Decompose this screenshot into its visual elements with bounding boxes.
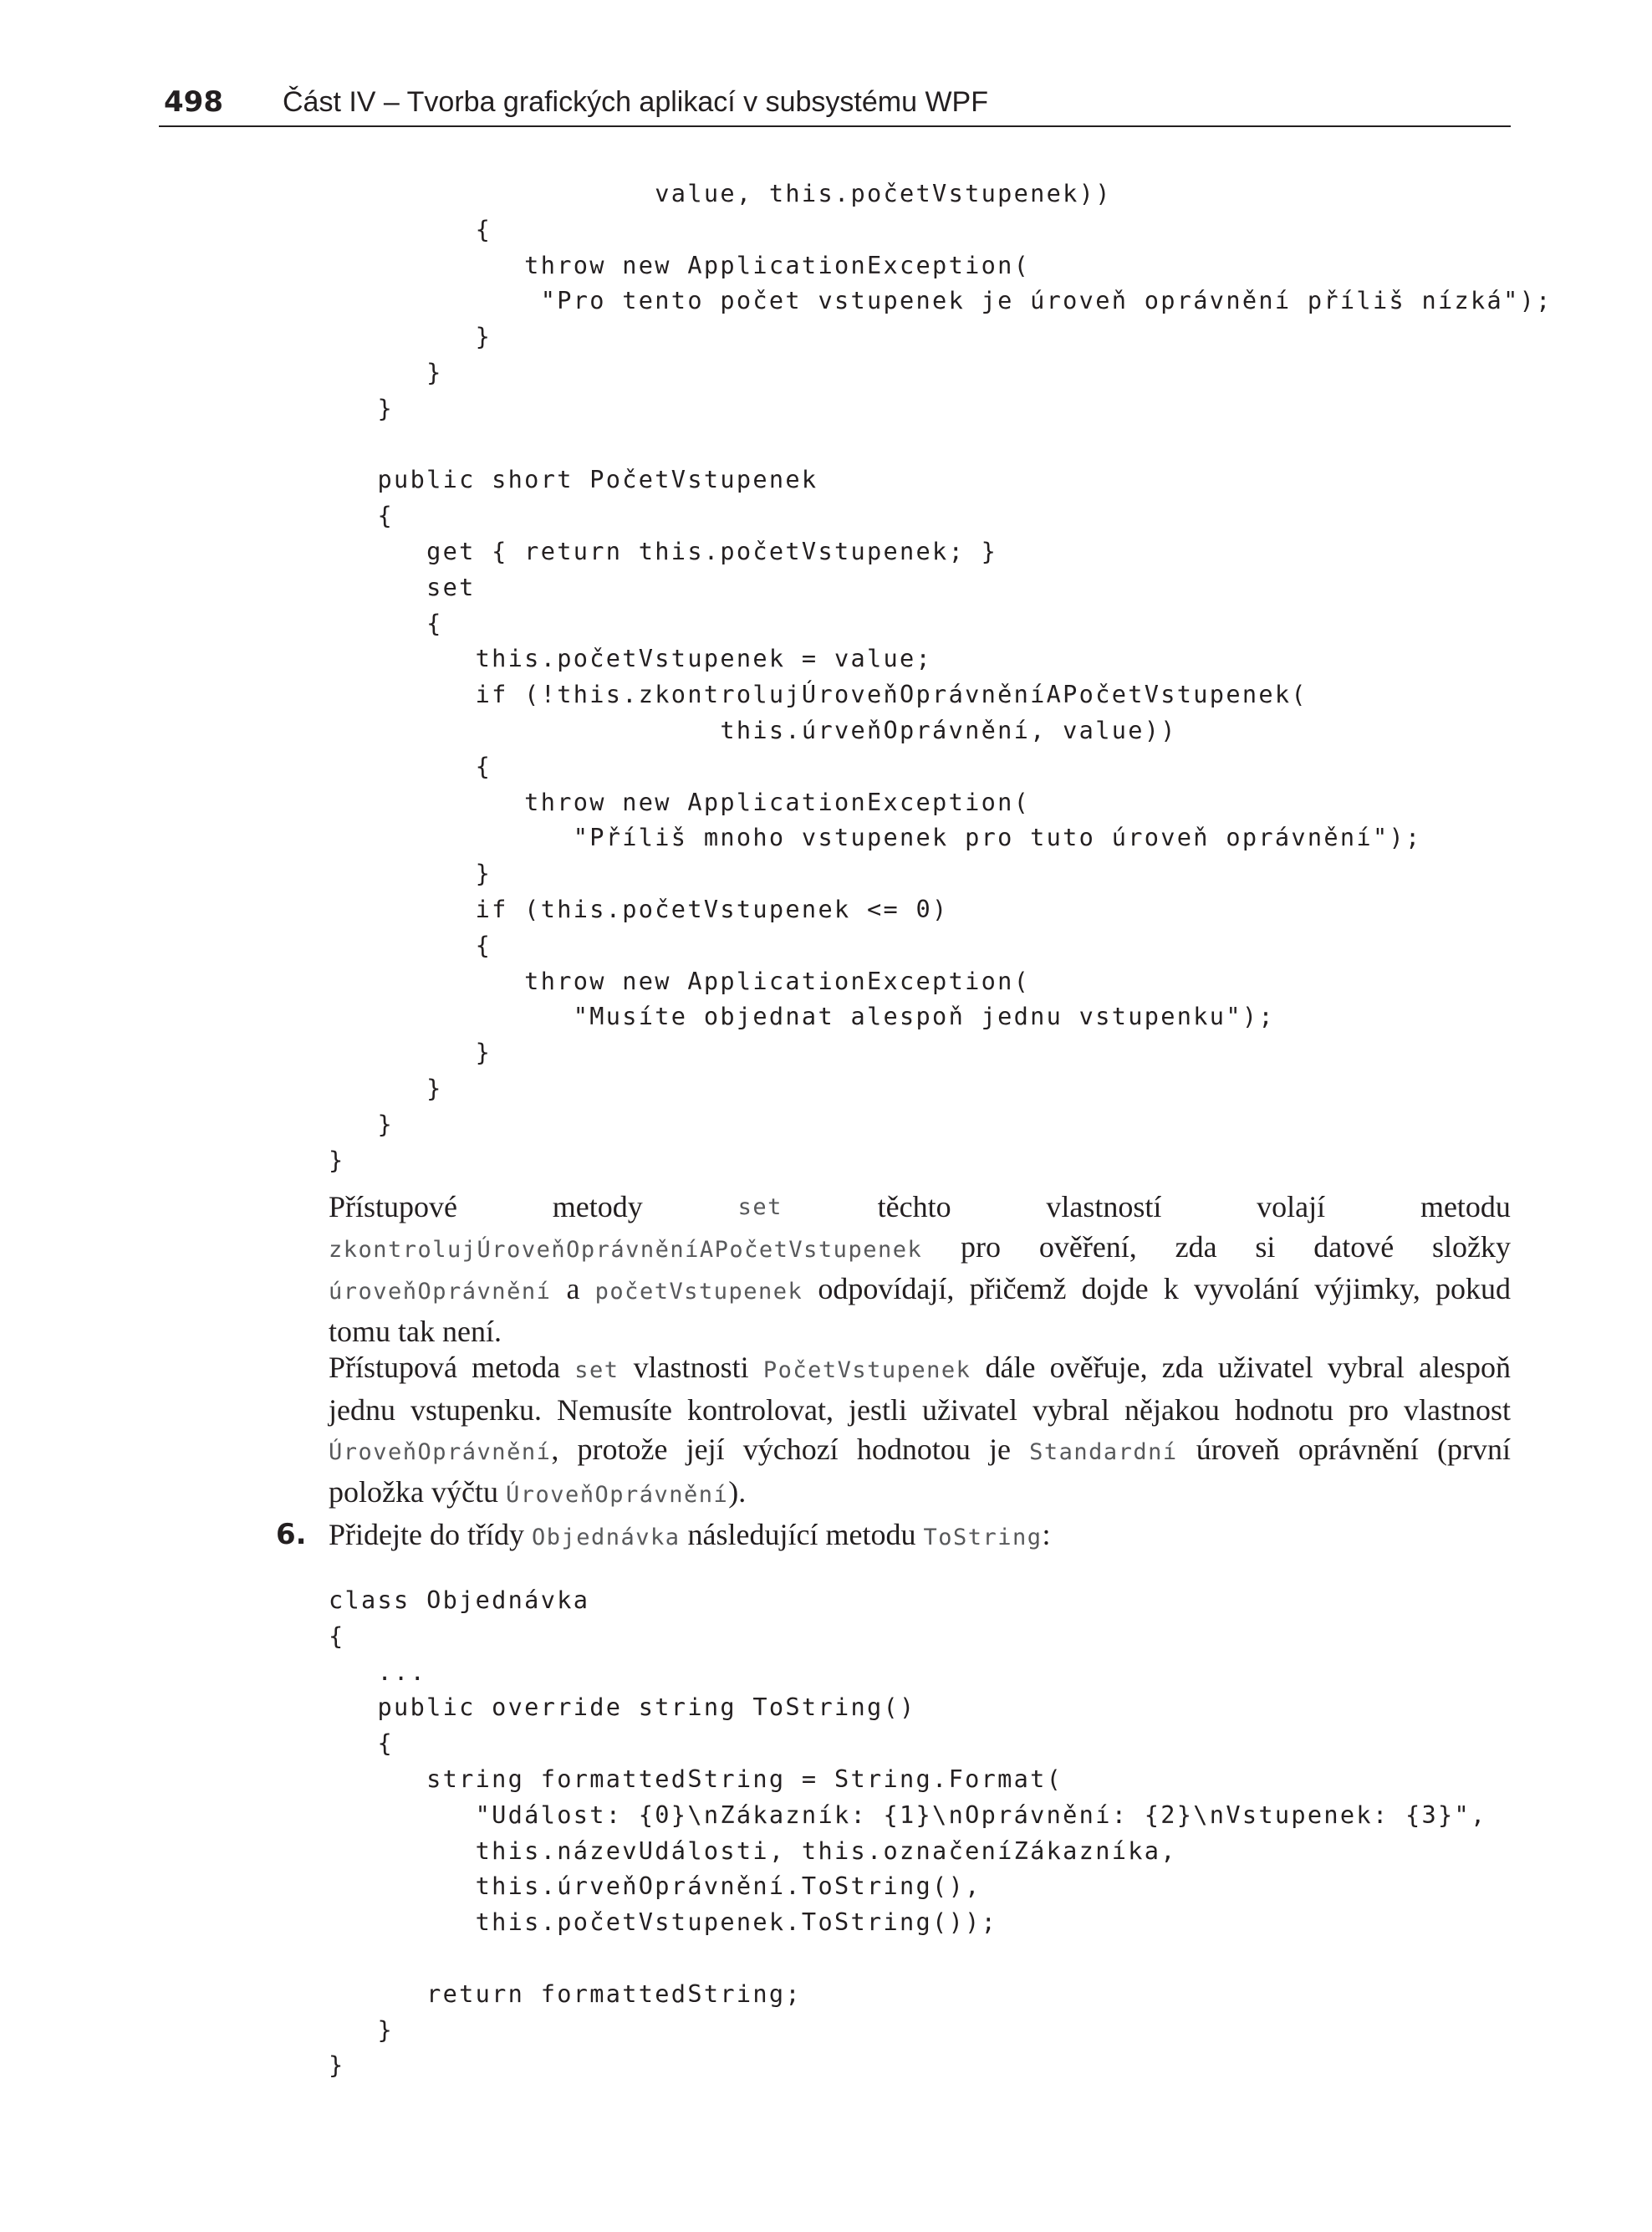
code-line: }	[329, 1038, 492, 1067]
code-line: }	[329, 859, 492, 888]
code-line: string formattedString = String.Format(	[329, 1764, 1063, 1793]
inline-code-field: početVstupenek	[594, 1279, 803, 1305]
code-line: }	[329, 1073, 443, 1102]
text-run: ).	[728, 1474, 747, 1509]
word: metodu	[1420, 1190, 1511, 1223]
code-line: this.početVstupenek.ToString());	[329, 1908, 998, 1937]
code-line: }	[329, 393, 395, 422]
paragraph-setter-description	[329, 1188, 1511, 1351]
word: vlastností	[1046, 1190, 1162, 1223]
inline-code-method: zkontrolujÚroveňOprávněníAPočetVstupenek	[329, 1236, 923, 1263]
word: metody	[552, 1190, 643, 1223]
code-line: {	[329, 1621, 345, 1650]
code-line: this.názevUdálosti, this.označeníZákazníka,	[329, 1836, 1177, 1865]
inline-code-property: PočetVstupenek	[762, 1357, 971, 1383]
text-run: vlastnosti	[619, 1351, 763, 1384]
code-line: }	[329, 322, 492, 351]
code-line: "Příliš mnoho vstupenek pro tuto úroveň oprávnění");	[329, 823, 1422, 852]
inline-code-class: Objednávka	[531, 1525, 681, 1550]
code-line: "Událost: {0}\nZákazník: {1}\nOprávnění: {2}\nVstupenek: {3}",	[329, 1800, 1487, 1829]
code-block-property-setter	[329, 176, 1553, 1177]
inline-code-field: úroveňOprávnění	[329, 1279, 552, 1305]
code-line	[329, 1940, 1487, 1976]
text-run: Přidejte do třídy	[329, 1518, 532, 1551]
code-line: {	[329, 930, 492, 959]
inline-code-property: ÚroveňOprávnění	[329, 1439, 552, 1465]
text-run: :	[1042, 1518, 1051, 1551]
code-line: "Musíte objednat alespoň jednu vstupenku");	[329, 1002, 1275, 1031]
code-line: }	[329, 2051, 345, 2080]
code-block-tostring	[329, 1582, 1487, 2083]
inline-code-enum: ÚroveňOprávnění	[505, 1481, 729, 1508]
inline-code-value: Standardní	[1029, 1439, 1178, 1465]
code-line: class Objednávka	[329, 1586, 590, 1614]
text-run: úroveň oprávnění (první položka výčtu	[329, 1433, 1511, 1509]
text-run: odpovídají, přičemž dojde k vyvolání výjimky, pokud tomu tak není.	[329, 1272, 1511, 1348]
code-line: "Pro tento počet vstupenek je úroveň oprávnění příliš nízká");	[329, 286, 1553, 315]
code-line: }	[329, 1109, 395, 1138]
code-line: {	[329, 1729, 395, 1758]
code-line: throw new ApplicationException(	[329, 787, 1031, 816]
inline-code-set: set	[574, 1357, 620, 1383]
page-number: 498	[164, 85, 223, 119]
text-run: , protože její výchozí hodnotou je	[551, 1433, 1030, 1466]
inline-code-method: ToString	[923, 1525, 1043, 1550]
inline-code-set: set	[737, 1194, 783, 1220]
word: těchto	[877, 1190, 951, 1223]
code-line: throw new ApplicationException(	[329, 966, 1031, 995]
word: Přístupové	[329, 1190, 458, 1223]
word: volají	[1257, 1190, 1326, 1223]
code-line: }	[329, 357, 443, 386]
code-line	[329, 426, 1553, 462]
code-line: set	[329, 572, 476, 601]
text-run: Přístupová metoda	[329, 1351, 575, 1384]
text-run: následující metodu	[680, 1518, 924, 1551]
code-line: value, this.početVstupenek))	[329, 179, 1112, 207]
code-line: this.početVstupenek = value;	[329, 644, 933, 673]
code-line: return formattedString;	[329, 1979, 802, 2008]
code-line: }	[329, 1145, 345, 1174]
code-line: {	[329, 751, 492, 780]
code-line: public override string ToString()	[329, 1693, 916, 1722]
text-run: pro ověření, zda si datové složky	[922, 1229, 1511, 1264]
running-title: Část IV – Tvorba grafických aplikací v subsystému WPF	[283, 86, 988, 118]
paragraph-setter-validation	[329, 1348, 1511, 1514]
page-header	[159, 84, 1511, 127]
text-run: dále ověřuje, zda uživatel vybral alespoň jednu vstupenku. Nemusíte kontrolovat, jestli uživatel vybral nějakou hodnotu pro vlastnost	[329, 1351, 1511, 1427]
code-line: if (!this.zkontrolujÚroveňOprávněníAPočetVstupenek(	[329, 680, 1308, 709]
code-line: {	[329, 608, 443, 637]
step-instruction	[329, 1515, 1051, 1558]
code-line: }	[329, 2015, 395, 2044]
paragraph-first-line	[329, 1188, 1511, 1228]
code-line: {	[329, 214, 492, 243]
code-line: get { return this.početVstupenek; }	[329, 536, 998, 565]
text-run: a	[551, 1272, 595, 1305]
code-line: throw new ApplicationException(	[329, 250, 1031, 279]
code-line: public short PočetVstupenek	[329, 465, 818, 494]
code-line: if (this.početVstupenek <= 0)	[329, 894, 949, 923]
step-number: 6.	[276, 1518, 307, 1551]
code-line: this.úrveňOprávnění, value))	[329, 715, 1177, 744]
code-line: ...	[329, 1657, 427, 1686]
code-line: this.úrveňOprávnění.ToString(),	[329, 1872, 982, 1901]
code-line: {	[329, 501, 395, 530]
